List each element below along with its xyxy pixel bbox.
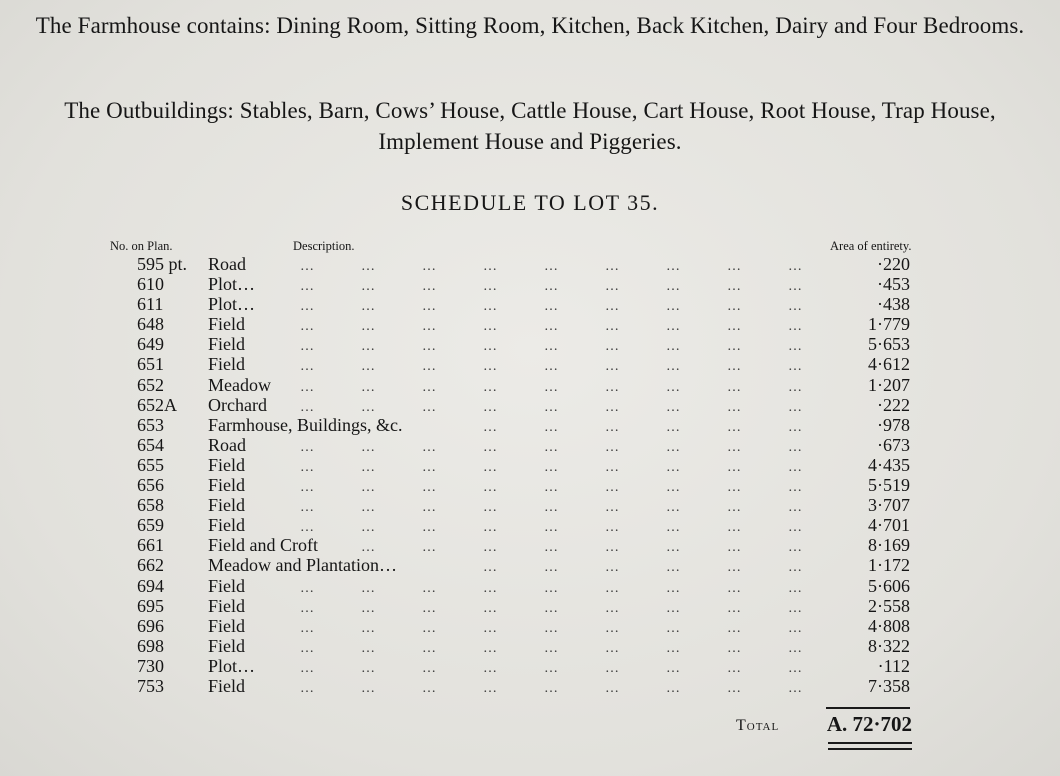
table-row bbox=[0, 555, 1060, 575]
column-header-description: Description. bbox=[293, 239, 355, 253]
table-row bbox=[0, 495, 1060, 515]
plan-number: 730 bbox=[137, 655, 164, 676]
plan-number: 653 bbox=[137, 414, 164, 435]
area-value: 2·558 bbox=[868, 595, 910, 616]
table-row bbox=[0, 535, 1060, 555]
area-value: 8·322 bbox=[868, 635, 910, 656]
description: Field bbox=[208, 454, 246, 475]
table-row bbox=[0, 455, 1060, 475]
plan-number: 611 bbox=[137, 294, 164, 315]
description: Plot… bbox=[208, 274, 256, 295]
description: Field and Croft bbox=[208, 535, 318, 556]
description: Road bbox=[208, 254, 246, 274]
area-value: 4·435 bbox=[868, 454, 910, 475]
table-row bbox=[0, 395, 1060, 415]
area-value: 4·808 bbox=[868, 615, 910, 636]
area-value: 1·779 bbox=[868, 314, 910, 335]
leader-dots: … … … … … … bbox=[483, 419, 802, 435]
area-value: ·438 bbox=[877, 294, 910, 315]
leader-dots: … … … … … … … … … bbox=[300, 620, 802, 636]
description: Meadow and Plantation… bbox=[208, 555, 397, 576]
area-value: 5·653 bbox=[868, 334, 910, 355]
leader-dots: … … … … … … … … … bbox=[300, 379, 802, 395]
leader-dots: … … … … … … … … … bbox=[300, 500, 802, 516]
description: Farmhouse, Buildings, &c. bbox=[208, 414, 403, 435]
table-row bbox=[0, 616, 1060, 636]
table-row bbox=[0, 334, 1060, 354]
schedule-title: SCHEDULE TO LOT 35. bbox=[400, 190, 660, 215]
table-row bbox=[0, 274, 1060, 294]
leader-dots: … … … … … … bbox=[483, 560, 802, 576]
area-value: ·112 bbox=[877, 655, 910, 676]
area-value: 1·172 bbox=[868, 555, 910, 576]
leader-dots: … … … … … … … … … bbox=[300, 399, 802, 415]
leader-dots: … … … … … … … … bbox=[361, 540, 802, 556]
plan-number: 655 bbox=[137, 454, 164, 475]
plan-number: 695 bbox=[137, 595, 164, 616]
leader-dots: … … … … … … … … … bbox=[300, 339, 802, 355]
plan-number: 649 bbox=[137, 334, 164, 355]
leader-dots: … … … … … … … … … bbox=[300, 459, 802, 475]
table-row bbox=[0, 435, 1060, 455]
plan-number: 656 bbox=[137, 475, 164, 496]
description: Field bbox=[208, 495, 246, 516]
leader-dots: … … … … … … … … … bbox=[300, 480, 802, 496]
total-rule-bottom-2 bbox=[828, 748, 912, 750]
table-row bbox=[0, 415, 1060, 435]
area-value: ·453 bbox=[877, 274, 910, 295]
plan-number: 659 bbox=[137, 515, 164, 536]
leader-dots: … … … … … … … … … bbox=[300, 660, 802, 676]
plan-number: 652A bbox=[137, 394, 177, 415]
area-value: 4·701 bbox=[868, 515, 910, 536]
outbuildings-paragraph: The Outbuildings: Stables, Barn, Cows’ House, Cattle House, Cart House, Root House, Trap House, Implement House and Piggeries. bbox=[64, 98, 996, 154]
total-rule-top bbox=[826, 707, 910, 709]
description: Field bbox=[208, 635, 246, 656]
description: Field bbox=[208, 675, 246, 696]
area-value: 5·606 bbox=[868, 575, 910, 596]
description: Field bbox=[208, 515, 246, 536]
plan-number: 694 bbox=[137, 575, 164, 596]
schedule-table bbox=[0, 254, 1060, 696]
area-value: 1·207 bbox=[868, 374, 910, 395]
column-header-area: Area of entirety. bbox=[830, 239, 912, 253]
plan-number: 658 bbox=[137, 495, 164, 516]
plan-number: 698 bbox=[137, 635, 164, 656]
leader-dots: … … … … … … … … … bbox=[300, 279, 802, 295]
leader-dots: … … … … … … … … … bbox=[300, 520, 802, 536]
plan-number: 610 bbox=[137, 274, 164, 295]
total-label: Total bbox=[736, 717, 780, 734]
area-value: 7·358 bbox=[868, 675, 910, 696]
plan-number: 652 bbox=[137, 374, 164, 395]
leader-dots: … … … … … … … … … bbox=[300, 580, 802, 596]
description: Field bbox=[208, 475, 246, 496]
area-value: ·222 bbox=[877, 394, 910, 415]
table-row bbox=[0, 515, 1060, 535]
area-value: 3·707 bbox=[868, 495, 910, 516]
leader-dots: … … … … … … … … … bbox=[300, 299, 802, 315]
area-value: ·978 bbox=[877, 414, 910, 435]
table-row bbox=[0, 475, 1060, 495]
description: Orchard bbox=[208, 394, 267, 415]
total-value: A. 72·702 bbox=[826, 712, 912, 736]
leader-dots: … … … … … … … … … bbox=[300, 640, 802, 656]
plan-number: 661 bbox=[137, 535, 164, 556]
area-value: ·673 bbox=[877, 434, 910, 455]
leader-dots: … … … … … … … … … bbox=[300, 319, 802, 335]
plan-number: 753 bbox=[137, 675, 164, 696]
area-value: ·220 bbox=[877, 254, 910, 274]
description: Field bbox=[208, 595, 246, 616]
leader-dots: … … … … … … … … … bbox=[300, 680, 802, 696]
plan-number: 648 bbox=[137, 314, 164, 335]
table-row bbox=[0, 596, 1060, 616]
area-value: 4·612 bbox=[868, 354, 910, 375]
table-row bbox=[0, 375, 1060, 395]
description: Field bbox=[208, 615, 246, 636]
leader-dots: … … … … … … … … … bbox=[300, 439, 802, 455]
description: Field bbox=[208, 575, 246, 596]
total-rule-bottom-1 bbox=[828, 742, 912, 744]
area-value: 8·169 bbox=[868, 535, 910, 556]
table-row bbox=[0, 576, 1060, 596]
farmhouse-paragraph: The Farmhouse contains: Dining Room, Sitting Room, Kitchen, Back Kitchen, Dairy and Four Bedrooms. bbox=[35, 13, 1025, 38]
description: Road bbox=[208, 434, 246, 455]
table-row bbox=[0, 656, 1060, 676]
description: Meadow bbox=[208, 374, 271, 395]
plan-number: 595 pt. bbox=[137, 254, 188, 274]
table-row bbox=[0, 354, 1060, 374]
leader-dots: … … … … … … … … … bbox=[300, 359, 802, 375]
plan-number: 654 bbox=[137, 434, 164, 455]
table-row bbox=[0, 636, 1060, 656]
table-row bbox=[0, 314, 1060, 334]
table-row bbox=[0, 294, 1060, 314]
plan-number: 651 bbox=[137, 354, 164, 375]
plan-number: 696 bbox=[137, 615, 164, 636]
description: Field bbox=[208, 354, 246, 375]
description: Plot… bbox=[208, 294, 256, 315]
area-value: 5·519 bbox=[868, 475, 910, 496]
description: Field bbox=[208, 334, 246, 355]
leader-dots: … … … … … … … … … bbox=[300, 600, 802, 616]
table-row bbox=[0, 254, 1060, 274]
description: Field bbox=[208, 314, 246, 335]
plan-number: 662 bbox=[137, 555, 164, 576]
description: Plot… bbox=[208, 655, 256, 676]
column-header-plan-no: No. on Plan. bbox=[110, 239, 173, 253]
table-row bbox=[0, 676, 1060, 696]
leader-dots: … … … … … … … … … bbox=[300, 259, 802, 274]
